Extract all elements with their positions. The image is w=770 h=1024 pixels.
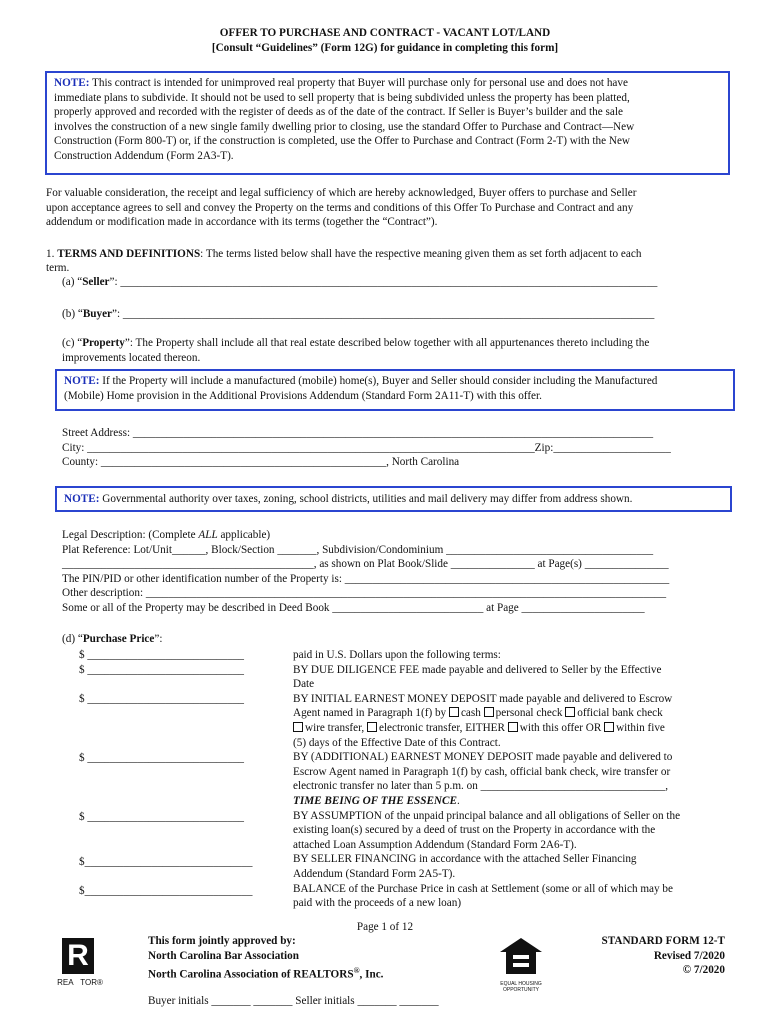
other-description-field[interactable]: Other description: _____________________________________________________________________________________________ <box>62 587 667 600</box>
initials-line[interactable]: Buyer initials _______ _______ Seller initials _______ _______ <box>148 995 439 1007</box>
due-diligence-text: Date <box>293 678 315 691</box>
form-subtitle: [Consult “Guidelines” (Form 12G) for guidance in completing this form] <box>211 42 559 54</box>
equal-housing-icon <box>498 936 544 993</box>
note-box-intended-use <box>45 71 730 175</box>
field-prefix: (c) “ <box>62 337 83 349</box>
form-title: OFFER TO PURCHASE AND CONTRACT - VACANT LOT/LAND <box>219 27 551 39</box>
note-box-governmental-authority <box>55 486 732 512</box>
property-text: ”: The Property shall include all that real estate described below together with all appurtenances thereto including the <box>124 337 650 349</box>
amount-due-diligence-fee[interactable]: $ ____________________________ <box>79 664 245 676</box>
county-field[interactable]: County: ___________________________________________________, North Carolina <box>62 456 460 469</box>
intro-line: addendum or modification made in accordance with its terms (together the “Contract”). <box>46 216 438 229</box>
earnest-money-text: Agent named in Paragraph 1(f) by <box>293 707 449 720</box>
amount-assumption[interactable]: $ ____________________________ <box>79 811 245 823</box>
assumption-text: existing loan(s) secured by a deed of trust on the Property in accordance with the <box>293 824 656 837</box>
earnest-money-text: BY INITIAL EARNEST MONEY DEPOSIT made payable and delivered to Escrow <box>293 692 673 705</box>
street-address-field[interactable]: Street Address: _____________________________________________________________________________________________ <box>62 427 654 439</box>
seller-financing-text: BY SELLER FINANCING in accordance with the attached Seller Financing <box>293 853 637 866</box>
note-text-line: (Mobile) Home provision in the Additional Provisions Addendum (Standard Form 2A11-T) with this offer. <box>64 389 542 402</box>
checkbox-label: electronic transfer, EITHER <box>378 721 505 734</box>
realtors-association-line <box>148 964 383 982</box>
with-offer-checkbox[interactable] <box>508 722 518 732</box>
wire-transfer-checkbox[interactable] <box>293 722 303 732</box>
official-bank-check-checkbox[interactable] <box>565 707 575 717</box>
earnest-money-text: (5) days of the Effective Date of this Contract. <box>293 736 501 749</box>
purchase-terms <box>293 648 725 911</box>
plat-reference-field[interactable]: Plat Reference: Lot/Unit______, Block/Section _______, Subdivision/Condominium _____________________________________ <box>62 543 654 556</box>
checkbox-label: with this offer OR <box>519 721 602 734</box>
note-text-line: Governmental authority over taxes, zoning, school districts, utilities and mail delivery may differ from address shown. <box>99 493 633 505</box>
field-prefix: (d) “ <box>62 633 83 645</box>
earnest-money-method-line <box>293 721 725 736</box>
note-label: NOTE: <box>64 493 100 505</box>
form-revised: Revised 7/2020 <box>653 949 725 962</box>
buyer-field[interactable] <box>62 307 654 322</box>
approved-by-line: This form jointly approved by: <box>148 935 296 947</box>
purchase-price-label: Purchase Price <box>82 633 155 645</box>
address-block <box>62 426 671 470</box>
checkbox-label: official bank check <box>577 707 663 720</box>
form-number: STANDARD FORM 12-T <box>601 935 725 947</box>
note-text-line: If the Property will include a manufactured (mobile) home(s), Buyer and Seller should consider including the Manufactured <box>99 375 658 387</box>
association-name: North Carolina Association of REALTORS <box>148 968 354 981</box>
purchase-price-heading <box>62 632 162 647</box>
intro-paragraph <box>46 186 636 230</box>
electronic-transfer-checkbox[interactable] <box>367 722 377 732</box>
punctuation: . <box>456 794 460 807</box>
deed-book-field[interactable]: Some or all of the Property may be described in Deed Book ___________________________ at Page ______________________ <box>62 601 645 614</box>
note-text-line: involves the construction of a new single family dwelling prior to closing, use the standard Offer to Purchase and Contract—New <box>54 120 635 133</box>
legal-text: Legal Description: (Complete <box>62 529 199 541</box>
personal-check-checkbox[interactable] <box>484 707 494 717</box>
amount-additional-earnest-money[interactable]: $ ____________________________ <box>79 752 245 764</box>
section-title: TERMS AND DEFINITIONS <box>57 248 201 260</box>
note-label: NOTE: <box>54 77 90 89</box>
section-number: 1. <box>46 248 55 260</box>
amount-initial-earnest-money[interactable]: $ ____________________________ <box>79 693 245 705</box>
property-text: improvements located thereon. <box>62 351 201 364</box>
note-text-line: properly approved and recorded with the register of deeds as of the date of the contract. If Seller is Buyer’s builder and the sale <box>54 106 623 119</box>
form-id-block <box>560 934 725 978</box>
city-zip-field[interactable]: City: ________________________________________________________________________________Zip:_____________________ <box>62 441 671 454</box>
intro-line: For valuable consideration, the receipt and legal sufficiency of which are hereby acknowledged, Buyer offers to purchase and Seller <box>46 187 637 199</box>
legal-text: applicable) <box>217 529 271 541</box>
property-definition <box>62 336 649 365</box>
note-text-line: Construction (Form 800-T) or, if the construction is completed, use the Offer to Purchase and Contract (Form 2-T) with the New <box>54 135 630 148</box>
balance-text: paid with the proceeds of a new loan) <box>293 897 462 910</box>
seller-label: Seller <box>82 276 110 288</box>
note-box-manufactured-home <box>55 369 735 411</box>
checkbox-label: wire transfer, <box>305 721 365 734</box>
earnest-money-method-line <box>293 706 725 721</box>
balance-text: BALANCE of the Purchase Price in cash at Settlement (some or all of which may be <box>293 882 673 895</box>
legal-description-heading <box>62 528 669 543</box>
amount-balance[interactable]: $______________________________ <box>79 885 253 897</box>
section-1-heading <box>46 247 641 262</box>
note-text-line: This contract is intended for unimproved real property that Buyer will purchase only for personal use and does not have <box>92 77 628 89</box>
field-prefix: (a) “ <box>62 276 83 288</box>
seller-financing-text: Addendum (Standard Form 2A5-T). <box>293 867 456 880</box>
amount-total[interactable]: $ ____________________________ <box>79 649 245 661</box>
intro-line: upon acceptance agrees to sell and convey the Property on the terms and conditions of this Offer To Purchase and Contract and any <box>46 201 634 214</box>
realtor-r-icon: R <box>62 938 94 974</box>
time-essence-text: TIME BEING OF THE ESSENCE <box>293 794 457 807</box>
seller-field[interactable] <box>62 275 657 290</box>
within-five-days-checkbox[interactable] <box>604 722 614 732</box>
additional-deposit-date-field[interactable]: electronic transfer no later than 5 p.m. on _________________________________, <box>293 780 669 793</box>
additional-deposit-text: BY (ADDITIONAL) EARNEST MONEY DEPOSIT made payable and delivered to <box>293 751 673 764</box>
equal-housing-text <box>498 981 544 993</box>
checkbox-label: within five <box>616 721 665 734</box>
association-suffix: , Inc. <box>359 968 384 981</box>
seller-blank: ”: ________________________________________________________________________________________________ <box>109 276 658 288</box>
additional-deposit-text: Escrow Agent named in Paragraph 1(f) by cash, official bank check, wire transfer or <box>293 765 671 778</box>
equal-housing-house-icon <box>498 936 544 976</box>
legal-description-block <box>62 528 669 616</box>
time-of-essence <box>293 794 725 809</box>
note-text-line: immediate plans to subdivide. It should not be used to sell property that is being subdivided unless the property has been platted, <box>54 91 630 104</box>
eho-line: EQUAL HOUSING <box>500 980 542 987</box>
pin-field[interactable]: The PIN/PID or other identification number of the Property is: __________________________________________________________ <box>62 572 670 585</box>
note-label: NOTE: <box>64 375 100 387</box>
bar-association-line: North Carolina Bar Association <box>148 950 299 962</box>
property-label: Property <box>82 337 125 349</box>
cash-checkbox[interactable] <box>449 707 459 717</box>
form-copyright: © 7/2020 <box>682 964 725 977</box>
plat-book-field[interactable]: _____________________________________________, as shown on Plat Book/Slide _______________ at Page(s) _______________ <box>62 558 669 571</box>
page-number: Page 1 of 12 <box>356 921 414 933</box>
section-text: : The terms listed below shall have the respective meaning given them as set forth adjacent to each <box>200 248 642 260</box>
realtor-logo <box>52 938 104 990</box>
buyer-label: Buyer <box>82 308 113 320</box>
section-1-text-cont: term. <box>46 262 70 274</box>
terms-intro: paid in U.S. Dollars upon the following terms: <box>293 649 501 661</box>
registered-mark: ® <box>353 966 360 975</box>
note-text-line: Construction Addendum (Form 2A3-T). <box>54 149 234 162</box>
assumption-text: BY ASSUMPTION of the unpaid principal balance and all obligations of Seller on the <box>293 809 681 822</box>
checkbox-label: personal check <box>495 707 563 720</box>
buyer-blank: ”: _______________________________________________________________________________________________ <box>112 308 655 320</box>
eho-line: OPPORTUNITY <box>502 986 540 993</box>
amount-seller-financing[interactable]: $______________________________ <box>79 856 253 868</box>
field-prefix: (b) “ <box>62 308 83 320</box>
field-suffix: ”: <box>154 633 163 645</box>
due-diligence-text: BY DUE DILIGENCE FEE made payable and delivered to Seller by the Effective <box>293 663 662 676</box>
realtor-wordmark: REA TOR® <box>57 978 103 987</box>
legal-all: ALL <box>198 529 218 541</box>
checkbox-label: cash <box>460 707 481 720</box>
assumption-text: attached Loan Assumption Addendum (Standard Form 2A6-T). <box>293 838 577 851</box>
